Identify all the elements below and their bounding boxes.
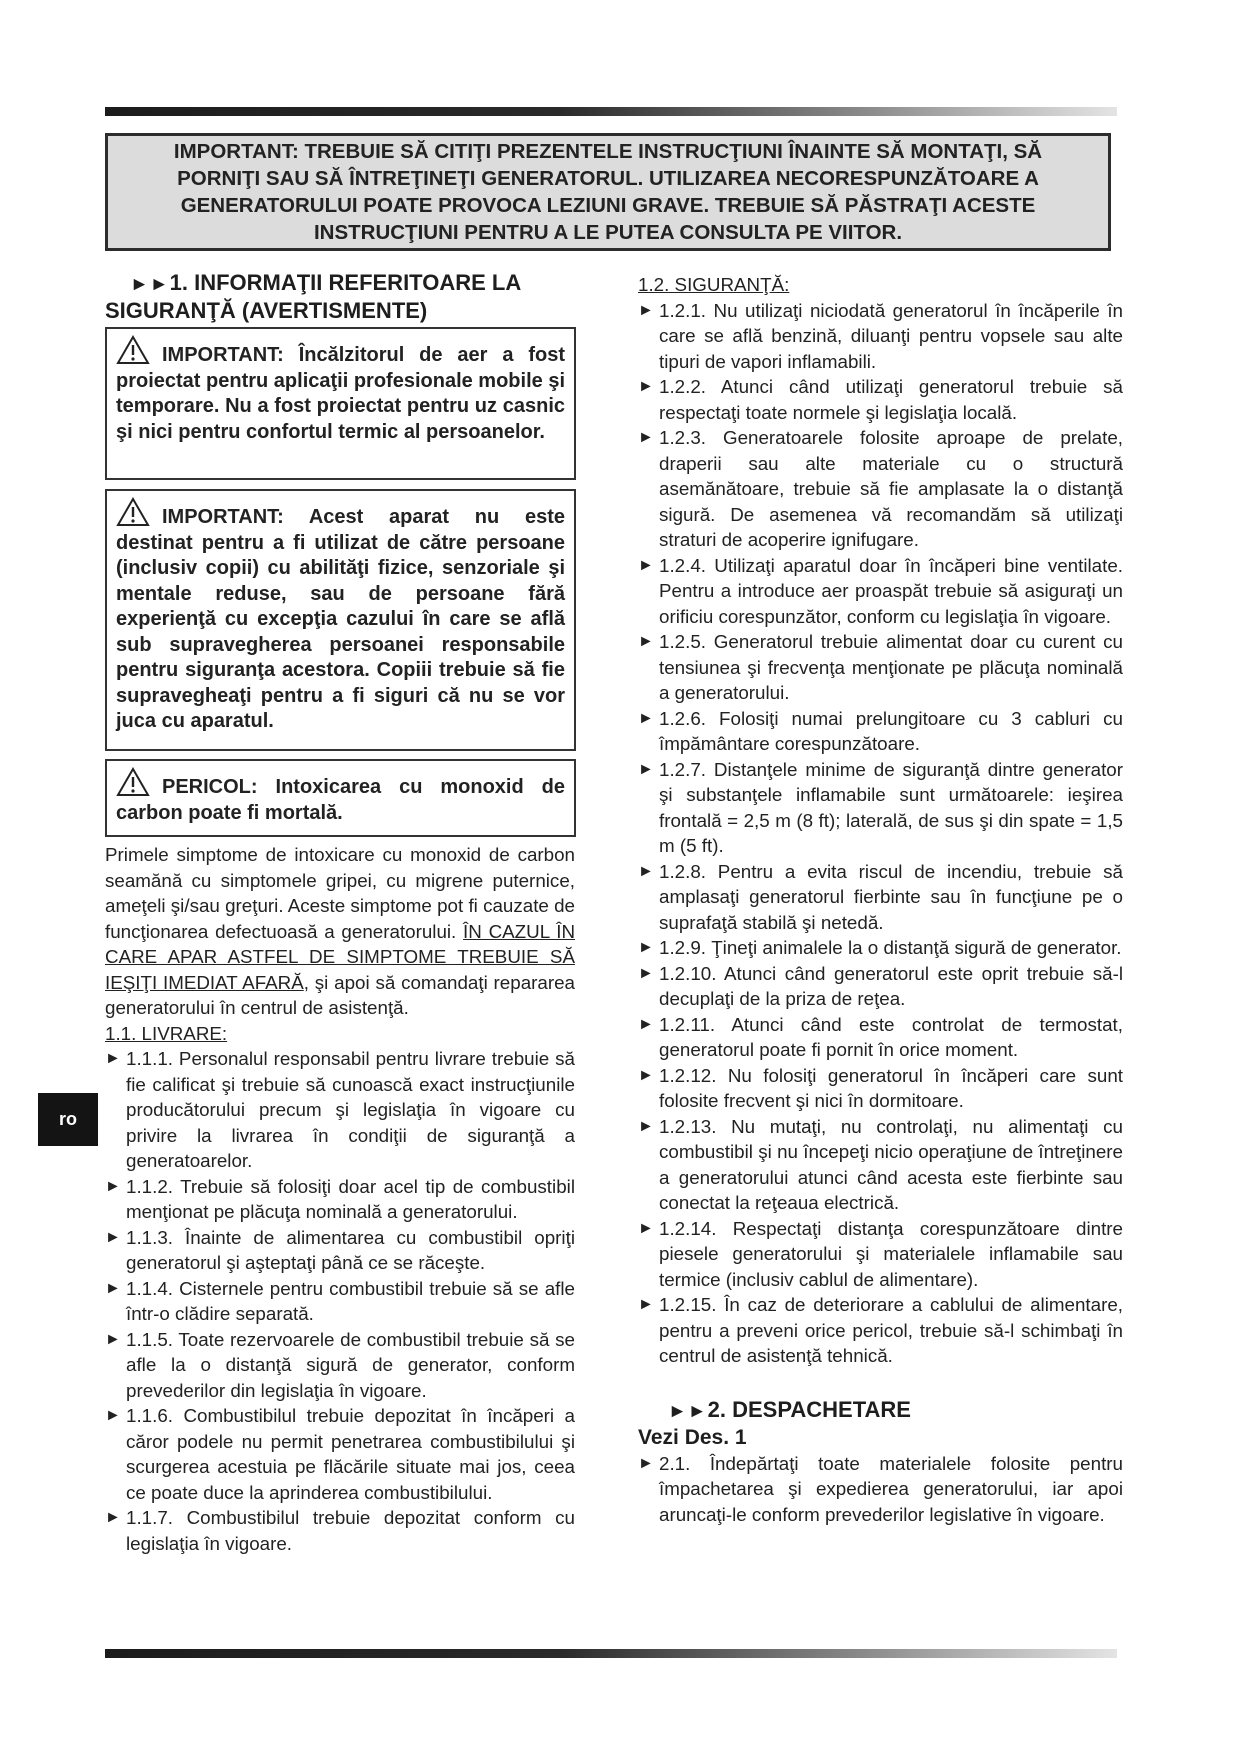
list-item: ► 1.2.14. Respectaţi distanţa corespunzătoare dintre piesele generatorului şi materialele inflamabile sau termice (inclusiv cablul de alimentare). (638, 1216, 1123, 1293)
left-body (105, 842, 575, 1556)
list-item: ► 1.2.12. Nu folosiţi generatorul în încăperi care sunt folosite frecvent şi nici în dormitoare. (638, 1063, 1123, 1114)
warning-box-reduced-abilities (105, 489, 576, 751)
list-item: ► 1.2.11. Atunci când este controlat de termostat, generatorul poate fi pornit în orice moment. (638, 1012, 1123, 1063)
bullet-arrow-icon: ► (105, 1509, 121, 1526)
co-symptoms-paragraph: Primele simptome de intoxicare cu monoxid de carbon seamănă cu simptomele gripei, cu migrene puternice, ameţeli şi/sau greţuri. Aceste simptome pot fi cauzate de funcţionarea defectuoasă a generatorului. ÎN CAZUL ÎN CARE APAR ASTFEL DE SIMPTOME TREBUIE SĂ IEŞIŢI IMEDIAT AFARĂ, şi apoi să comandaţi repararea generatorului în centrul de asistenţă. (105, 844, 576, 1018)
warning-text-reduced-abilities: IMPORTANT: Acest aparat nu este destinat pentru a fi utilizat de către persoane (inclusiv copii) cu abilităţi fizice, senzoriale şi mentale reduse, sau de persoane fără experienţă cu excepţia cazului în care se află sub supravegherea persoanei responsabile pentru siguranţa acestora. Copiii trebuie să fie supravegheaţi pentru a fi siguri că nu se vor juca cu aparatul. (116, 506, 565, 732)
language-tab: ro (38, 1093, 98, 1146)
bullet-arrow-icon: ► (638, 1117, 654, 1135)
warning-triangle-icon (116, 497, 150, 527)
top-divider-bar (105, 107, 1117, 116)
list-item: ► 1.1.4. Cisternele pentru combustibil trebuie să se afle într-o clădire separată. (105, 1276, 575, 1327)
bottom-divider-bar (105, 1649, 1117, 1658)
warning-box-carbon-monoxide (105, 759, 576, 837)
bullet-arrow-icon: ► (638, 1219, 654, 1237)
important-notice-box (105, 133, 1111, 251)
warning-text-professional-use: IMPORTANT: Încălzitorul de aer a fost proiectat pentru aplicaţii profesionale mobile şi temporare. Nu a fost proiectat pentru uz casnic şi nici pentru confortul termic al persoanelor. (116, 344, 565, 443)
bullet-arrow-icon: ► (105, 1228, 121, 1246)
bullet-arrow-icon: ► (638, 378, 654, 395)
bullet-arrow-icon: ► (638, 760, 654, 778)
section1-title-line2: SIGURANŢĂ (AVERTISMENTE) (105, 298, 428, 323)
list-item: ► 1.1.1. Personalul responsabil pentru livrare trebuie să fie calificat şi trebuie să cunoască exact instrucţiunile producătorului precum şi legislaţia în vigoare cu privire la livrarea în condiţii de siguranţă a generatoarelor. (105, 1046, 575, 1174)
bullet-arrow-icon: ► (638, 964, 654, 982)
bullet-arrow-icon: ► (638, 556, 654, 574)
bullet-arrow-icon: ► (105, 1279, 121, 1297)
section2-figure-ref: Vezi Des. 1 (638, 1425, 747, 1449)
list-item: ► 1.1.6. Combustibilul trebuie depozitat în încăperi a căror podele nu permit penetrarea combustibilului şi scurgerea acestuia pe flăcările situate mai jos, ceea ce poate duce la aprinderea combustibilului. (105, 1403, 575, 1505)
bullet-arrow-icon: ► (638, 862, 654, 880)
list-item: ► 1.2.2. Atunci când utilizaţi generatorul trebuie să respectaţi toate normele şi legislaţia locală. (638, 374, 1123, 425)
list-item: ► 1.2.7. Distanţele minime de siguranţă dintre generator şi substanţele inflamabile sunt următoarele: ieşirea frontală = 2,5 m (8 ft); laterală, de sus şi din spate = 1,5 m (5 ft). (638, 757, 1123, 859)
list-item: ► 1.1.3. Înainte de alimentarea cu combustibil opriţi generatorul şi aşteptaţi până ce se răceşte. (105, 1225, 575, 1276)
list-item: ► 1.2.3. Generatoarele folosite aproape de prelate, draperii sau alte materiale cu o structură asemănătoare, trebuie să fie amplasate la o distanţă sigură. De asemenea vă recomandăm să utilizaţi straturi de acoperire ignifugare. (638, 425, 1123, 553)
bullet-arrow-icon: ► (638, 939, 654, 956)
important-notice-text: IMPORTANT: TREBUIE SĂ CITIŢI PREZENTELE INSTRUCŢIUNI ÎNAINTE SĂ MONTAŢI, SĂ PORNIŢI SAU SĂ ÎNTREŢINEŢI GENERATORUL. UTILIZAREA NECORESPUNZĂTOARE A GENERATORULUI POATE PROVOCA LEZIUNI GRAVE. TREBUIE SĂ PĂSTRAŢI ACESTE INSTRUCŢIUNI PENTRU A LE PUTEA CONSULTA PE VIITOR. (173, 140, 1043, 244)
right-column (638, 272, 1123, 1527)
section1-arrows: ►► (130, 274, 170, 295)
list-item: ► 1.2.4. Utilizaţi aparatul doar în încăperi bine ventilate. Pentru a introduce aer proaspăt trebuie să asiguraţi un orificiu corespunzător, conform cu legislaţia în vigoare. (638, 553, 1123, 630)
bullet-arrow-icon: ► (638, 1454, 654, 1472)
safety-heading: 1.2. SIGURANŢĂ: (638, 274, 790, 295)
section2 (638, 1397, 1123, 1528)
list-item: ► 1.1.5. Toate rezervoarele de combustibil trebuie să se afle la o distanţă sigură de generator, conform prevederilor din legislaţia în vigoare. (105, 1327, 575, 1404)
bullet-arrow-icon: ► (638, 301, 654, 319)
section2-title: ►►2. DESPACHETARE (668, 1396, 911, 1422)
bullet-arrow-icon: ► (638, 429, 654, 446)
section2-arrows: ►► (668, 1400, 708, 1422)
bullet-arrow-icon: ► (638, 633, 654, 650)
list-item: ► 1.2.8. Pentru a evita riscul de incendiu, trebuie să amplasaţi generatorul fierbinte sau în funcţiune pe o suprafaţă stabilă şi netedă. (638, 859, 1123, 936)
bullet-arrow-icon: ► (105, 1407, 121, 1424)
bullet-arrow-icon: ► (638, 1066, 654, 1084)
section1-title-line1: ►►1. INFORMAŢII REFERITOARE LA (130, 270, 522, 295)
list-item: ► 1.2.9. Ţineţi animalele la o distanţă sigură de generator. (638, 935, 1123, 961)
warning-box-professional-use (105, 327, 576, 480)
list-item: ► 2.1. Îndepărtaţi toate materialele folosite pentru împachetarea şi expedierea generatorului, iar apoi aruncaţi-le conform prevederilor legislative în vigoare. (638, 1451, 1123, 1528)
list-item: ► 1.2.5. Generatorul trebuie alimentat doar cu curent cu tensiunea şi frecvenţa menţionate pe plăcuţa nominală a generatorului. (638, 629, 1123, 706)
bullet-arrow-icon: ► (638, 709, 654, 727)
warning-text-carbon-monoxide: PERICOL: Intoxicarea cu monoxid de carbon poate fi mortală. (116, 776, 565, 824)
bullet-arrow-icon: ► (105, 1330, 121, 1348)
warning-triangle-icon (116, 767, 150, 797)
bullet-arrow-icon: ► (105, 1177, 121, 1195)
bullet-arrow-icon: ► (638, 1015, 654, 1033)
list-item: ► 1.2.1. Nu utilizaţi niciodată generatorul în încăperile în care se află benzină, diluanţi pentru vopsele sau alte tipuri de vapori inflamabili. (638, 298, 1123, 375)
list-item: ► 1.2.6. Folosiţi numai prelungitoare cu 3 cabluri cu împământare corespunzătoare. (638, 706, 1123, 757)
list-item: ► 1.2.10. Atunci când generatorul este oprit trebuie să-l decuplaţi de la priza de reţea. (638, 961, 1123, 1012)
list-item: ► 1.2.15. În caz de deteriorare a cablului de alimentare, pentru a preveni orice pericol, trebuie să-l schimbaţi în centrul de asistenţă tehnică. (638, 1292, 1123, 1369)
bullet-arrow-icon: ► (638, 1296, 654, 1313)
left-column (105, 270, 592, 324)
bullet-arrow-icon: ► (105, 1050, 121, 1067)
list-item: ► 1.2.13. Nu mutaţi, nu controlaţi, nu alimentaţi cu combustibil şi nu începeţi nicio operaţiune de întreţinere a generatorului atunci când acesta este fierbinte sau conectat la reţeaua electrică. (638, 1114, 1123, 1216)
delivery-heading: 1.1. LIVRARE: (105, 1022, 228, 1044)
co-urgent-instruction: ÎN CAZUL ÎN CARE APAR ASTFEL DE SIMPTOME TREBUIE SĂ IEŞIŢI IMEDIAT AFARĂ (105, 920, 576, 993)
list-item: ► 1.1.7. Combustibilul trebuie depozitat conform cu legislaţia în vigoare. (105, 1505, 575, 1556)
warning-triangle-icon (116, 335, 150, 365)
list-item: ► 1.1.2. Trebuie să folosiţi doar acel tip de combustibil menţionat pe plăcuţa nominală a generatorului. (105, 1174, 575, 1225)
